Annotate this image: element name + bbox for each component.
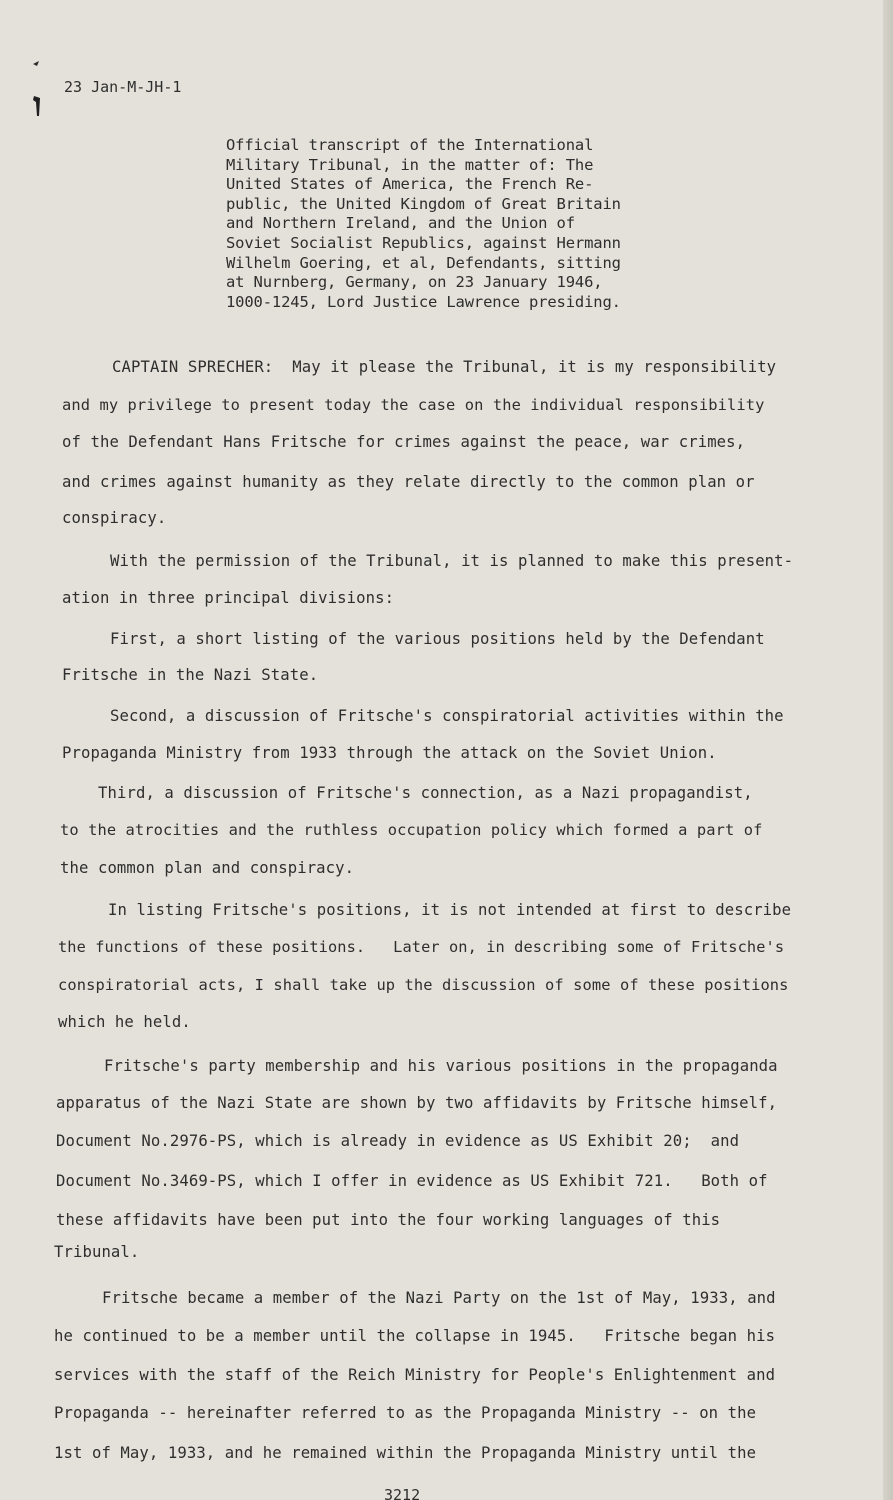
header-line: 1000-1245, Lord Justice Lawrence presiding. — [226, 292, 621, 311]
body-line: apparatus of the Nazi State are shown by two affidavits by Fritsche himself, — [56, 1094, 778, 1112]
body-line: to the atrocities and the ruthless occupation policy which formed a part of — [60, 821, 763, 839]
body-line: and crimes against humanity as they relate directly to the common plan or — [62, 473, 755, 491]
body-line: Tribunal. — [54, 1243, 140, 1261]
body-line: First, a short listing of the various positions held by the Defendant — [110, 630, 765, 648]
body-line: With the permission of the Tribunal, it is planned to make this present- — [110, 552, 794, 570]
body-line: and my privilege to present today the case on the individual responsibility — [62, 396, 765, 414]
body-line: Third, a discussion of Fritsche's connection, as a Nazi propagandist, — [98, 784, 753, 802]
body-line: Fritsche's party membership and his various positions in the propaganda — [104, 1057, 778, 1075]
body-line: CAPTAIN SPRECHER: May it please the Tribunal, it is my responsibility — [112, 358, 777, 376]
body-line: the common plan and conspiracy. — [60, 859, 355, 877]
header-line: public, the United Kingdom of Great Britain — [226, 194, 621, 213]
header-line: Official transcript of the International — [226, 136, 594, 154]
header-line: Soviet Socialist Republics, against Hermann — [226, 233, 621, 252]
body-line: he continued to be a member until the collapse in 1945. Fritsche began his — [54, 1327, 776, 1345]
header-line: Military Tribunal, in the matter of: The — [226, 155, 594, 174]
body-line: conspiracy. — [62, 509, 167, 527]
body-line: which he held. — [58, 1013, 191, 1031]
body-line: services with the staff of the Reich Ministry for People's Enlightenment and — [54, 1366, 776, 1384]
body-line: Propaganda Ministry from 1933 through the attack on the Soviet Union. — [62, 744, 717, 762]
body-line: Propaganda -- hereinafter referred to as the Propaganda Ministry -- on the — [54, 1404, 757, 1422]
body-line: ation in three principal divisions: — [62, 589, 395, 607]
header-line: United States of America, the French Re- — [226, 175, 594, 194]
body-line: 1st of May, 1933, and he remained within the Propaganda Ministry until the — [54, 1444, 757, 1462]
header-line: and Northern Ireland, and the Union of — [226, 214, 575, 233]
body-line: these affidavits have been put into the four working languages of this — [56, 1211, 721, 1229]
margin-mark-icon — [32, 58, 42, 120]
header-line: at Nurnberg, Germany, on 23 January 1946, — [226, 273, 603, 292]
body-line: of the Defendant Hans Fritsche for crimes against the peace, war crimes, — [62, 433, 746, 451]
body-line: Fritsche became a member of the Nazi Party on the 1st of May, 1933, and — [102, 1289, 776, 1307]
header-line: Wilhelm Goering, et al, Defendants, sitting — [226, 253, 621, 272]
body-line: In listing Fritsche's positions, it is not intended at first to describe — [108, 901, 792, 919]
transcript-header — [226, 136, 666, 312]
body-line: Second, a discussion of Fritsche's conspiratorial activities within the — [110, 707, 784, 725]
body-line: Fritsche in the Nazi State. — [62, 666, 319, 684]
body-line: conspiratorial acts, I shall take up the discussion of some of these positions — [58, 976, 789, 994]
body-line: the functions of these positions. Later on, in describing some of Fritsche's — [58, 938, 785, 956]
page-number: 3212 — [384, 1486, 421, 1500]
body-line: Document No.3469-PS, which I offer in evidence as US Exhibit 721. Both of — [56, 1172, 768, 1190]
body-line: Document No.2976-PS, which is already in evidence as US Exhibit 20; and — [56, 1132, 740, 1150]
page-identifier: 23 Jan-M-JH-1 — [64, 78, 182, 96]
